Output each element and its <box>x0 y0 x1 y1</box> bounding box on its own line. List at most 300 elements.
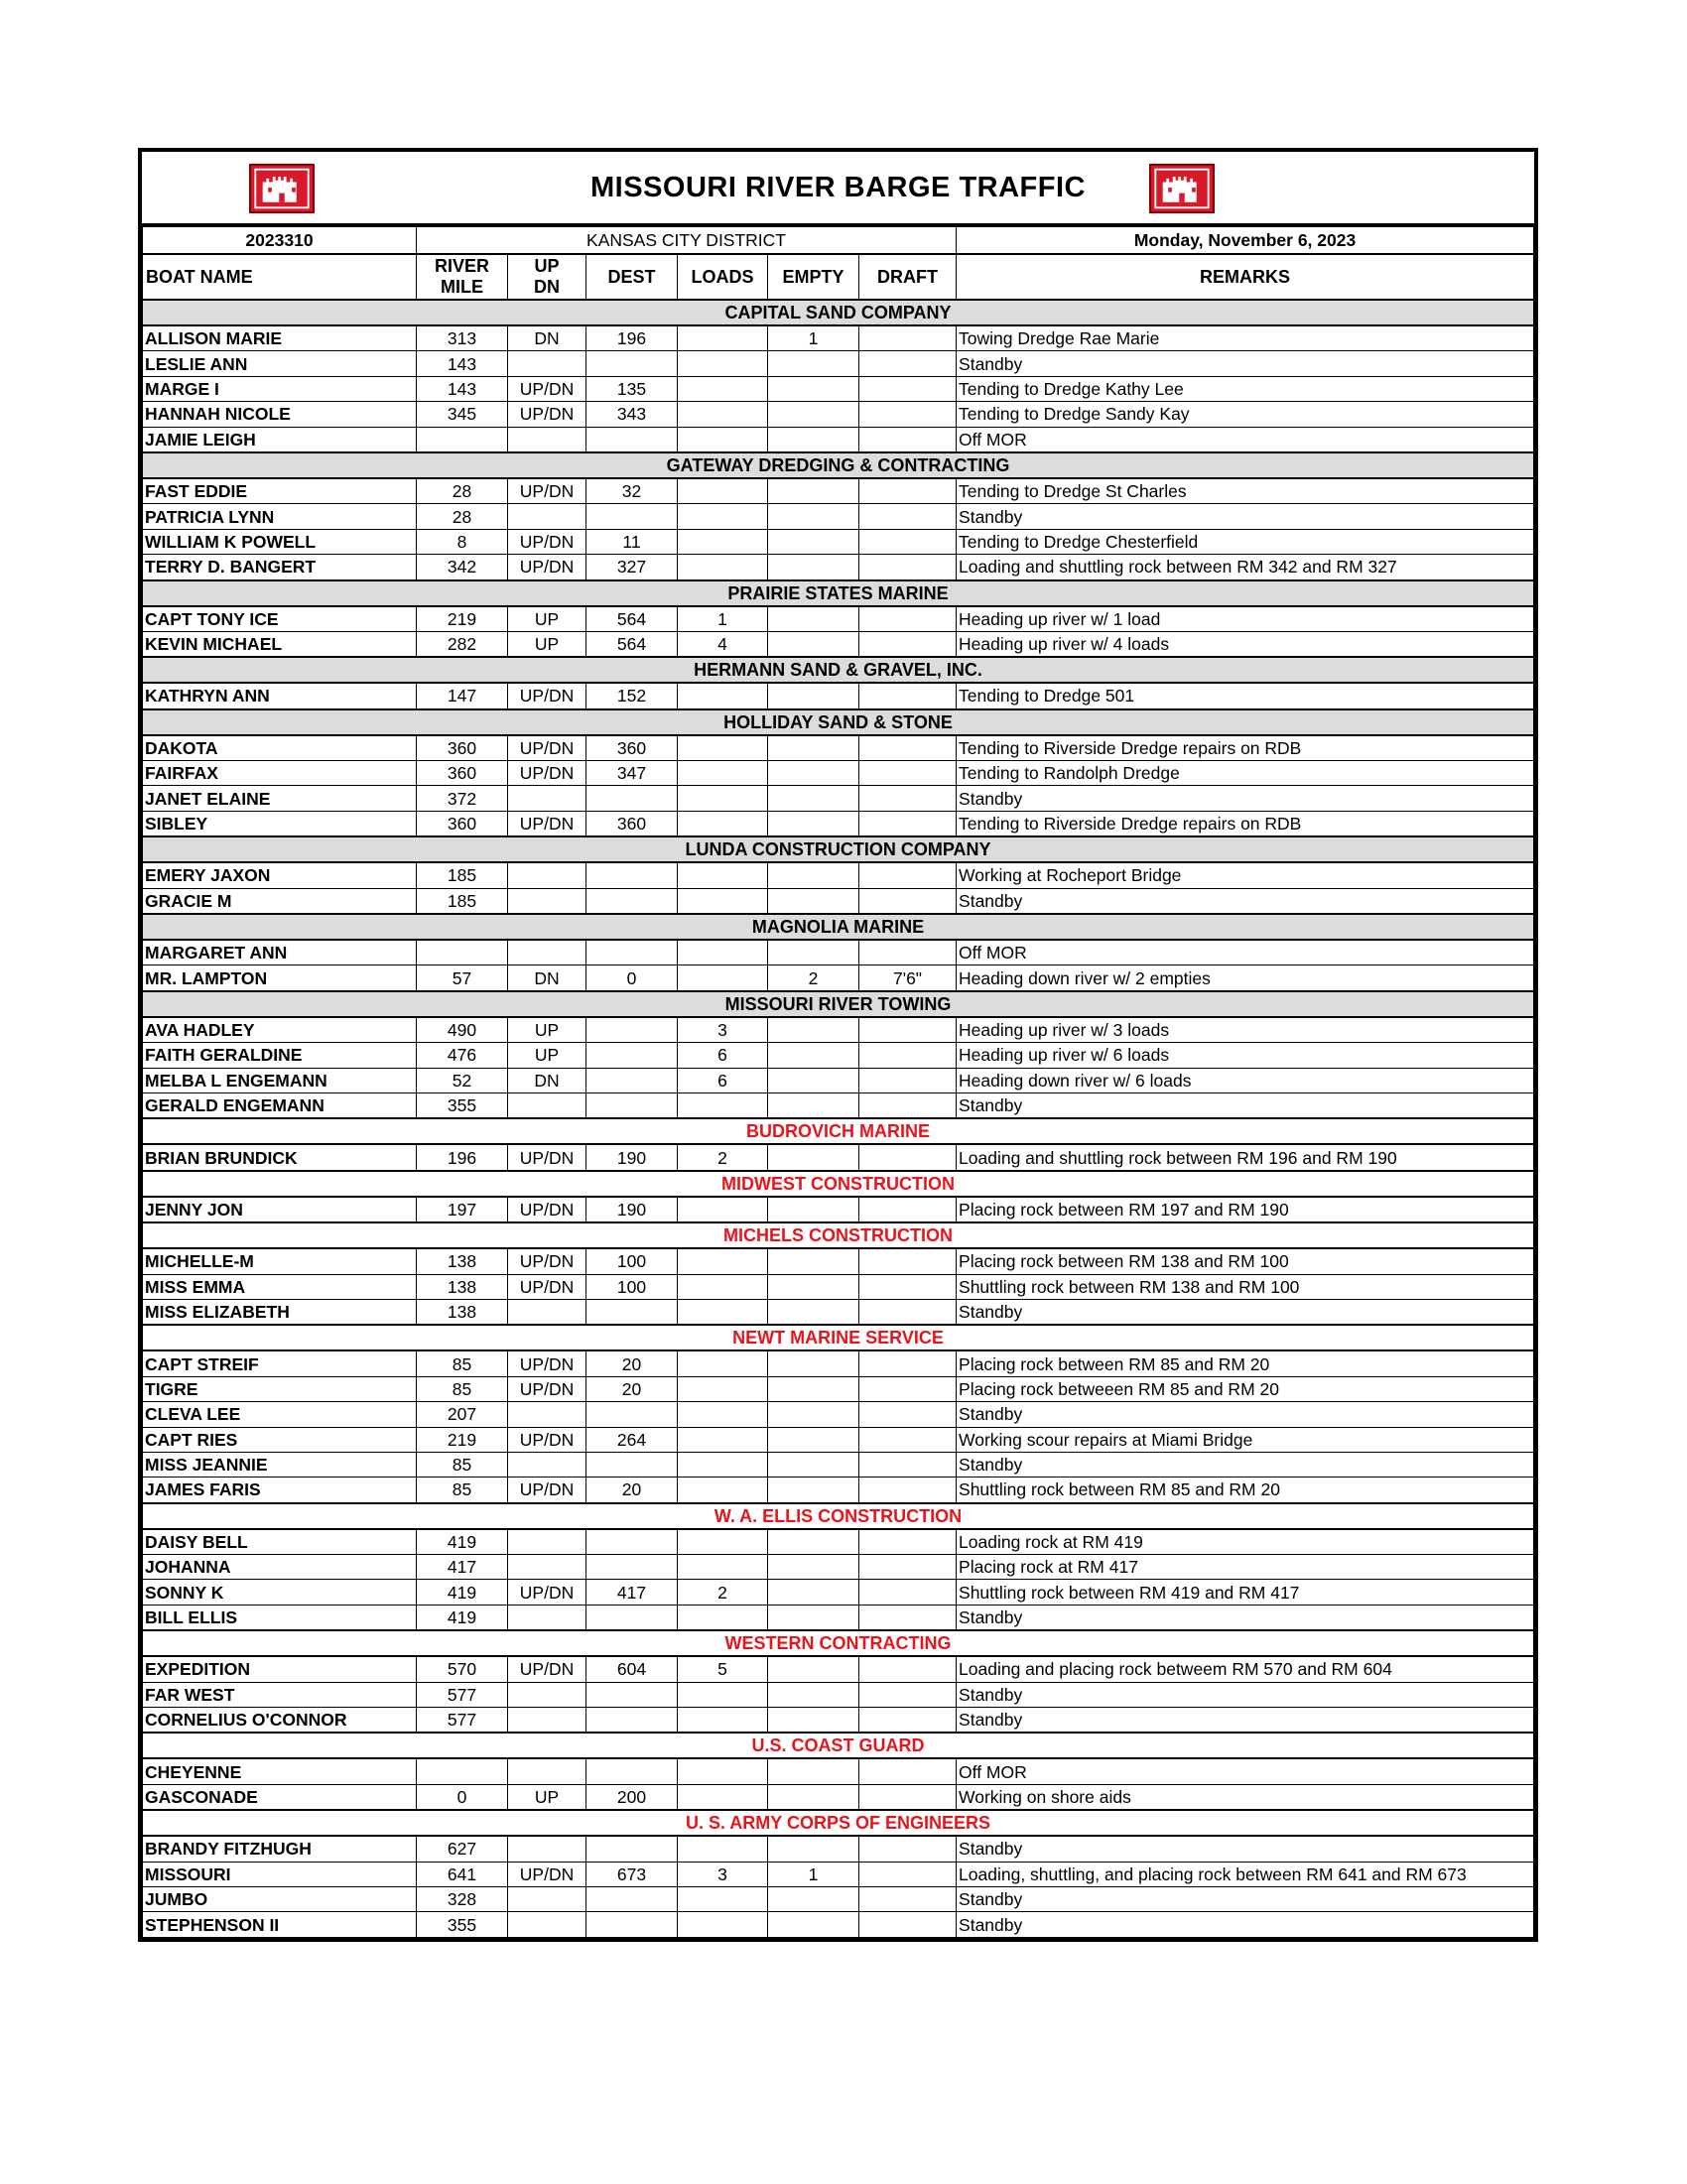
boat-name: MARGARET ANN <box>143 940 417 965</box>
boat-name: CAPT TONY ICE <box>143 606 417 632</box>
remarks: Working on shore aids <box>957 1784 1534 1810</box>
destination: 20 <box>586 1477 678 1503</box>
river-mile: 85 <box>417 1376 508 1401</box>
direction: UP/DN <box>508 1580 586 1605</box>
boat-name: STEPHENSON II <box>143 1912 417 1937</box>
direction <box>508 1682 586 1707</box>
direction: DN <box>508 965 586 991</box>
draft-value <box>859 1274 957 1299</box>
empty-count <box>768 1350 859 1376</box>
loads-count <box>678 683 768 708</box>
col-up-dn-line1: UP <box>534 256 560 276</box>
boat-name: BRIAN BRUNDICK <box>143 1144 417 1170</box>
loads-count <box>678 1376 768 1401</box>
river-mile: 419 <box>417 1605 508 1630</box>
draft-value <box>859 1886 957 1911</box>
remarks: Tending to Dredge 501 <box>957 683 1534 708</box>
section-name: MICHELS CONSTRUCTION <box>143 1222 1534 1248</box>
col-river-mile-line2: MILE <box>441 277 483 297</box>
col-draft: DRAFT <box>859 254 957 300</box>
table-row <box>143 402 1534 427</box>
empty-count <box>768 529 859 554</box>
section-header <box>143 1222 1534 1248</box>
river-mile: 52 <box>417 1068 508 1092</box>
destination: 32 <box>586 478 678 504</box>
river-mile <box>417 940 508 965</box>
direction: UP/DN <box>508 1656 586 1682</box>
empty-count <box>768 606 859 632</box>
empty-count <box>768 631 859 657</box>
empty-count <box>768 1580 859 1605</box>
boat-name: MISS JEANNIE <box>143 1452 417 1477</box>
remarks: Loading rock at RM 419 <box>957 1529 1534 1555</box>
table-row <box>143 1555 1534 1580</box>
loads-count: 2 <box>678 1580 768 1605</box>
table-row <box>143 1836 1534 1862</box>
section-header <box>143 1733 1534 1758</box>
section-header <box>143 991 1534 1017</box>
destination <box>586 1682 678 1707</box>
direction: UP/DN <box>508 1197 586 1222</box>
empty-count <box>768 1402 859 1427</box>
river-mile: 8 <box>417 529 508 554</box>
draft-value <box>859 478 957 504</box>
boat-name: JAMIE LEIGH <box>143 427 417 452</box>
empty-count <box>768 683 859 708</box>
direction <box>508 1299 586 1325</box>
boat-name: GRACIE M <box>143 888 417 914</box>
river-mile: 328 <box>417 1886 508 1911</box>
page-title: MISSOURI RIVER BARGE TRAFFIC <box>590 172 1086 203</box>
destination: 360 <box>586 735 678 761</box>
destination: 564 <box>586 631 678 657</box>
direction: UP <box>508 631 586 657</box>
empty-count <box>768 504 859 529</box>
direction <box>508 1555 586 1580</box>
table-row <box>143 1299 1534 1325</box>
remarks: Heading up river w/ 1 load <box>957 606 1534 632</box>
destination <box>586 1708 678 1734</box>
traffic-table <box>142 226 1534 1938</box>
destination: 100 <box>586 1248 678 1274</box>
remarks: Working scour repairs at Miami Bridge <box>957 1427 1534 1452</box>
direction <box>508 504 586 529</box>
col-boat-name: BOAT NAME <box>143 254 417 300</box>
direction <box>508 1529 586 1555</box>
direction: UP/DN <box>508 1427 586 1452</box>
draft-value <box>859 1580 957 1605</box>
draft-value <box>859 1605 957 1630</box>
loads-count <box>678 1836 768 1862</box>
loads-count <box>678 811 768 836</box>
destination: 417 <box>586 1580 678 1605</box>
river-mile: 360 <box>417 735 508 761</box>
col-dest: DEST <box>586 254 678 300</box>
direction: UP/DN <box>508 1144 586 1170</box>
col-up-dn <box>508 254 586 300</box>
destination <box>586 1043 678 1068</box>
destination <box>586 1886 678 1911</box>
remarks: Standby <box>957 786 1534 811</box>
remarks: Loading and shuttling rock between RM 342 and RM 327 <box>957 555 1534 580</box>
destination: 20 <box>586 1350 678 1376</box>
boat-name: MISS EMMA <box>143 1274 417 1299</box>
section-header <box>143 580 1534 606</box>
report-header <box>142 152 1534 226</box>
draft-value <box>859 529 957 554</box>
destination: 100 <box>586 1274 678 1299</box>
table-row <box>143 1656 1534 1682</box>
direction: UP/DN <box>508 811 586 836</box>
river-mile: 355 <box>417 1092 508 1118</box>
destination <box>586 940 678 965</box>
direction: UP/DN <box>508 761 586 786</box>
table-row <box>143 1912 1534 1937</box>
col-up-dn-line2: DN <box>534 277 560 297</box>
draft-value <box>859 683 957 708</box>
draft-value <box>859 1350 957 1376</box>
table-row <box>143 555 1534 580</box>
direction: UP/DN <box>508 376 586 401</box>
draft-value <box>859 1784 957 1810</box>
destination: 190 <box>586 1197 678 1222</box>
loads-count <box>678 1529 768 1555</box>
direction: UP/DN <box>508 402 586 427</box>
destination: 564 <box>586 606 678 632</box>
boat-name: CORNELIUS O'CONNOR <box>143 1708 417 1734</box>
river-mile: 185 <box>417 888 508 914</box>
direction <box>508 1912 586 1937</box>
draft-value <box>859 786 957 811</box>
river-mile: 57 <box>417 965 508 991</box>
direction: UP/DN <box>508 1376 586 1401</box>
boat-name: TIGRE <box>143 1376 417 1401</box>
river-mile: 419 <box>417 1529 508 1555</box>
empty-count <box>768 1427 859 1452</box>
section-name: GATEWAY DREDGING & CONTRACTING <box>143 452 1534 478</box>
empty-count <box>768 1529 859 1555</box>
table-row <box>143 1682 1534 1707</box>
destination <box>586 1452 678 1477</box>
remarks: Off MOR <box>957 427 1534 452</box>
remarks: Heading down river w/ 6 loads <box>957 1068 1534 1092</box>
river-mile: 627 <box>417 1836 508 1862</box>
col-remarks: REMARKS <box>957 254 1534 300</box>
river-mile: 219 <box>417 1427 508 1452</box>
report-date: Monday, November 6, 2023 <box>957 227 1534 255</box>
remarks: Heading up river w/ 3 loads <box>957 1017 1534 1043</box>
section-header <box>143 1171 1534 1197</box>
castle-logo-icon <box>1149 164 1215 213</box>
empty-count <box>768 1784 859 1810</box>
remarks: Placing rock between RM 197 and RM 190 <box>957 1197 1534 1222</box>
destination <box>586 1092 678 1118</box>
empty-count <box>768 1274 859 1299</box>
boat-name: KEVIN MICHAEL <box>143 631 417 657</box>
table-row <box>143 1605 1534 1630</box>
empty-count <box>768 402 859 427</box>
draft-value <box>859 862 957 888</box>
draft-value <box>859 555 957 580</box>
section-header <box>143 1325 1534 1350</box>
remarks: Heading up river w/ 6 loads <box>957 1043 1534 1068</box>
boat-name: FAIRFAX <box>143 761 417 786</box>
remarks: Standby <box>957 1886 1534 1911</box>
boat-name: MR. LAMPTON <box>143 965 417 991</box>
destination <box>586 1836 678 1862</box>
draft-value: 7'6" <box>859 965 957 991</box>
river-mile <box>417 427 508 452</box>
boat-name: BILL ELLIS <box>143 1605 417 1630</box>
section-header <box>143 657 1534 683</box>
empty-count <box>768 1758 859 1784</box>
draft-value <box>859 1376 957 1401</box>
destination <box>586 1605 678 1630</box>
destination <box>586 427 678 452</box>
direction <box>508 1758 586 1784</box>
table-row <box>143 478 1534 504</box>
river-mile: 143 <box>417 351 508 376</box>
table-row <box>143 1862 1534 1886</box>
draft-value <box>859 1068 957 1092</box>
remarks: Shuttling rock between RM 138 and RM 100 <box>957 1274 1534 1299</box>
section-name: MAGNOLIA MARINE <box>143 914 1534 940</box>
river-mile: 85 <box>417 1452 508 1477</box>
river-mile <box>417 1758 508 1784</box>
table-row <box>143 786 1534 811</box>
direction <box>508 940 586 965</box>
empty-count <box>768 1708 859 1734</box>
destination: 604 <box>586 1656 678 1682</box>
table-row <box>143 1274 1534 1299</box>
loads-count: 3 <box>678 1862 768 1886</box>
table-row <box>143 735 1534 761</box>
empty-count <box>768 1144 859 1170</box>
empty-count <box>768 1477 859 1503</box>
table-row <box>143 504 1534 529</box>
table-row <box>143 631 1534 657</box>
table-row <box>143 325 1534 351</box>
loads-count: 6 <box>678 1043 768 1068</box>
loads-count <box>678 1708 768 1734</box>
draft-value <box>859 1555 957 1580</box>
col-river-mile <box>417 254 508 300</box>
empty-count <box>768 940 859 965</box>
table-row <box>143 965 1534 991</box>
draft-value <box>859 1529 957 1555</box>
direction: UP/DN <box>508 1862 586 1886</box>
table-row <box>143 940 1534 965</box>
remarks: Placing rock betweeen RM 85 and RM 20 <box>957 1376 1534 1401</box>
draft-value <box>859 631 957 657</box>
direction: UP/DN <box>508 683 586 708</box>
direction <box>508 1708 586 1734</box>
draft-value <box>859 1836 957 1862</box>
direction <box>508 888 586 914</box>
river-mile: 355 <box>417 1912 508 1937</box>
loads-count <box>678 1092 768 1118</box>
section-header <box>143 914 1534 940</box>
remarks: Heading down river w/ 2 empties <box>957 965 1534 991</box>
river-mile: 372 <box>417 786 508 811</box>
table-row <box>143 1402 1534 1427</box>
section-name: NEWT MARINE SERVICE <box>143 1325 1534 1350</box>
direction <box>508 351 586 376</box>
draft-value <box>859 606 957 632</box>
empty-count <box>768 888 859 914</box>
destination: 673 <box>586 1862 678 1886</box>
boat-name: JUMBO <box>143 1886 417 1911</box>
section-name: BUDROVICH MARINE <box>143 1118 1534 1144</box>
river-mile: 143 <box>417 376 508 401</box>
direction: UP/DN <box>508 735 586 761</box>
river-mile: 417 <box>417 1555 508 1580</box>
river-mile: 28 <box>417 504 508 529</box>
empty-count: 2 <box>768 965 859 991</box>
loads-count: 5 <box>678 1656 768 1682</box>
loads-count <box>678 888 768 914</box>
remarks: Tending to Riverside Dredge repairs on RDB <box>957 735 1534 761</box>
loads-count <box>678 1274 768 1299</box>
draft-value <box>859 811 957 836</box>
remarks: Loading and shuttling rock between RM 196 and RM 190 <box>957 1144 1534 1170</box>
table-row <box>143 1144 1534 1170</box>
remarks: Tending to Dredge Sandy Kay <box>957 402 1534 427</box>
boat-name: MISS ELIZABETH <box>143 1299 417 1325</box>
remarks: Standby <box>957 1299 1534 1325</box>
col-empty: EMPTY <box>768 254 859 300</box>
draft-value <box>859 376 957 401</box>
river-mile: 138 <box>417 1248 508 1274</box>
loads-count <box>678 965 768 991</box>
direction: UP <box>508 1043 586 1068</box>
direction <box>508 1092 586 1118</box>
empty-count <box>768 1555 859 1580</box>
table-row <box>143 888 1534 914</box>
boat-name: CHEYENNE <box>143 1758 417 1784</box>
river-mile: 185 <box>417 862 508 888</box>
draft-value <box>859 1248 957 1274</box>
river-mile: 641 <box>417 1862 508 1886</box>
loads-count <box>678 325 768 351</box>
loads-count: 2 <box>678 1144 768 1170</box>
destination: 190 <box>586 1144 678 1170</box>
loads-count <box>678 1427 768 1452</box>
destination <box>586 1529 678 1555</box>
destination <box>586 1912 678 1937</box>
table-row <box>143 1017 1534 1043</box>
river-mile: 207 <box>417 1402 508 1427</box>
remarks: Standby <box>957 1092 1534 1118</box>
section-name: U.S. COAST GUARD <box>143 1733 1534 1758</box>
draft-value <box>859 735 957 761</box>
river-mile: 360 <box>417 761 508 786</box>
empty-count <box>768 376 859 401</box>
boat-name: SONNY K <box>143 1580 417 1605</box>
boat-name: MELBA L ENGEMANN <box>143 1068 417 1092</box>
empty-count <box>768 1299 859 1325</box>
direction: UP/DN <box>508 1350 586 1376</box>
report-id: 2023310 <box>143 227 417 255</box>
draft-value <box>859 1682 957 1707</box>
loads-count <box>678 1682 768 1707</box>
destination: 327 <box>586 555 678 580</box>
loads-count <box>678 761 768 786</box>
direction: UP <box>508 1017 586 1043</box>
remarks: Heading up river w/ 4 loads <box>957 631 1534 657</box>
section-header <box>143 836 1534 862</box>
section-header <box>143 1503 1534 1529</box>
empty-count <box>768 1656 859 1682</box>
remarks: Off MOR <box>957 940 1534 965</box>
section-header <box>143 1810 1534 1836</box>
boat-name: CAPT STREIF <box>143 1350 417 1376</box>
direction <box>508 1402 586 1427</box>
empty-count <box>768 1836 859 1862</box>
empty-count <box>768 478 859 504</box>
loads-count: 6 <box>678 1068 768 1092</box>
draft-value <box>859 1758 957 1784</box>
empty-count <box>768 1092 859 1118</box>
destination <box>586 1299 678 1325</box>
column-header-row <box>143 254 1534 300</box>
table-row <box>143 427 1534 452</box>
destination: 20 <box>586 1376 678 1401</box>
boat-name: EXPEDITION <box>143 1656 417 1682</box>
boat-name: EMERY JAXON <box>143 862 417 888</box>
empty-count <box>768 1605 859 1630</box>
empty-count <box>768 761 859 786</box>
direction: UP/DN <box>508 529 586 554</box>
destination: 152 <box>586 683 678 708</box>
section-header <box>143 709 1534 735</box>
draft-value <box>859 888 957 914</box>
direction <box>508 786 586 811</box>
destination: 264 <box>586 1427 678 1452</box>
meta-row <box>143 227 1534 255</box>
destination <box>586 504 678 529</box>
section-name: LUNDA CONSTRUCTION COMPANY <box>143 836 1534 862</box>
section-name: MISSOURI RIVER TOWING <box>143 991 1534 1017</box>
draft-value <box>859 1477 957 1503</box>
loads-count <box>678 940 768 965</box>
boat-name: MARGE I <box>143 376 417 401</box>
loads-count <box>678 1299 768 1325</box>
table-row <box>143 1043 1534 1068</box>
destination: 196 <box>586 325 678 351</box>
loads-count <box>678 1758 768 1784</box>
table-row <box>143 1529 1534 1555</box>
loads-count <box>678 529 768 554</box>
loads-count <box>678 1197 768 1222</box>
boat-name: JAMES FARIS <box>143 1477 417 1503</box>
river-mile: 0 <box>417 1784 508 1810</box>
table-row <box>143 1427 1534 1452</box>
table-row <box>143 1477 1534 1503</box>
boat-name: TERRY D. BANGERT <box>143 555 417 580</box>
river-mile: 360 <box>417 811 508 836</box>
table-row <box>143 351 1534 376</box>
river-mile: 85 <box>417 1350 508 1376</box>
remarks: Shuttling rock between RM 419 and RM 417 <box>957 1580 1534 1605</box>
section-name: MIDWEST CONSTRUCTION <box>143 1171 1534 1197</box>
table-row <box>143 1580 1534 1605</box>
table-row <box>143 1092 1534 1118</box>
remarks: Tending to Dredge St Charles <box>957 478 1534 504</box>
remarks: Standby <box>957 1682 1534 1707</box>
remarks: Standby <box>957 1912 1534 1937</box>
section-name: HOLLIDAY SAND & STONE <box>143 709 1534 735</box>
